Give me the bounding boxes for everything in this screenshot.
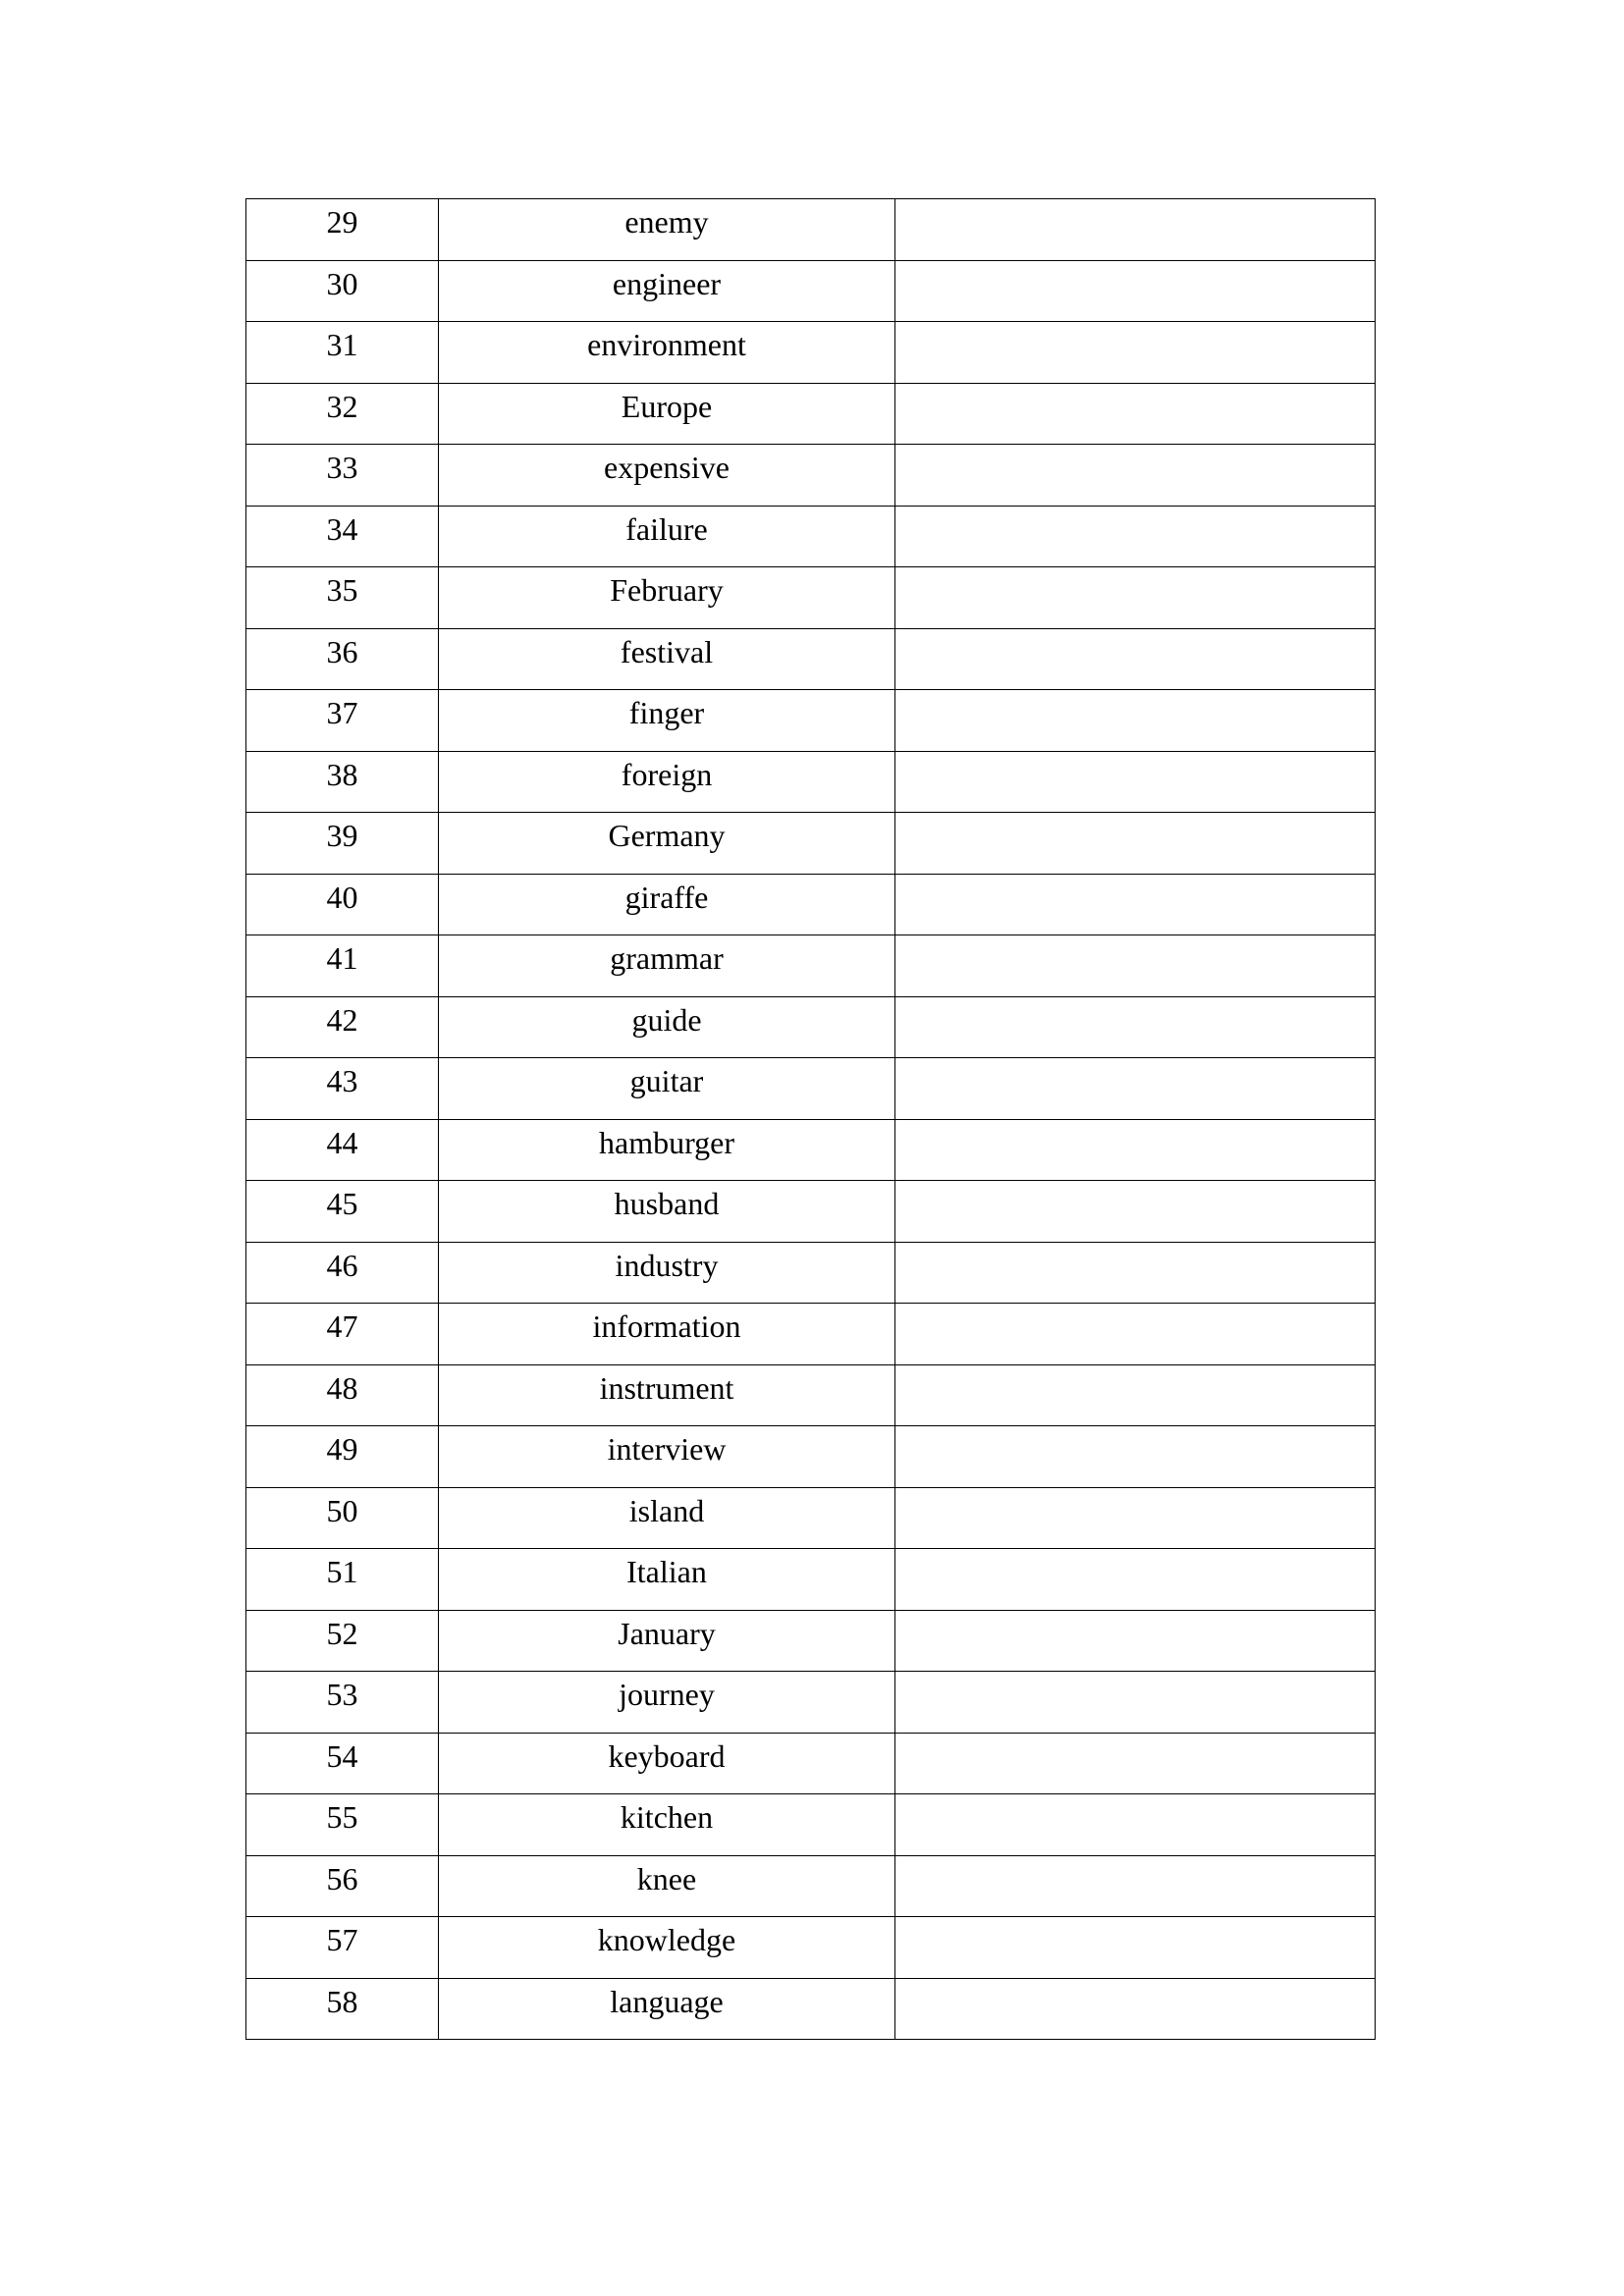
answer-cell[interactable] (895, 1487, 1376, 1549)
table-row (246, 1426, 1376, 1488)
table-row (246, 445, 1376, 507)
word-text: Europe (621, 388, 713, 424)
answer-text (895, 1979, 1375, 1986)
table-row (246, 199, 1376, 261)
answer-text (895, 1120, 1375, 1127)
word-text: kitchen (620, 1799, 714, 1835)
answer-cell[interactable] (895, 1917, 1376, 1979)
answer-text (895, 875, 1375, 881)
word-cell (439, 1672, 895, 1734)
table-row (246, 383, 1376, 445)
answer-text (895, 199, 1375, 206)
row-number: 36 (326, 633, 358, 669)
table-row (246, 1794, 1376, 1856)
word-text: keyboard (608, 1737, 726, 1774)
answer-text (895, 1304, 1375, 1310)
row-number-cell (246, 813, 439, 875)
answer-cell[interactable] (895, 1672, 1376, 1734)
row-number: 42 (326, 1001, 358, 1038)
answer-text (895, 690, 1375, 697)
row-number: 30 (326, 265, 358, 301)
answer-cell[interactable] (895, 690, 1376, 752)
word-text: guitar (629, 1063, 704, 1098)
row-number: 48 (326, 1369, 358, 1406)
word-text: environment (587, 327, 746, 362)
table-row (246, 1610, 1376, 1672)
word-cell (439, 1855, 895, 1917)
word-text: industry (615, 1247, 719, 1283)
answer-cell[interactable] (895, 1978, 1376, 2040)
table-row (246, 260, 1376, 322)
word-text: knee (636, 1860, 697, 1896)
word-text: February (610, 572, 724, 608)
answer-cell[interactable] (895, 322, 1376, 384)
word-text: hamburger (598, 1124, 735, 1160)
word-text: husband (614, 1186, 720, 1221)
answer-text (895, 567, 1375, 574)
row-number: 57 (326, 1922, 358, 1957)
answer-cell[interactable] (895, 628, 1376, 690)
table-row (246, 690, 1376, 752)
answer-text (895, 1794, 1375, 1801)
answer-cell[interactable] (895, 567, 1376, 629)
answer-cell[interactable] (895, 1610, 1376, 1672)
row-number-cell (246, 322, 439, 384)
word-cell (439, 1917, 895, 1979)
row-number: 43 (326, 1063, 358, 1098)
row-number: 29 (326, 204, 358, 240)
row-number-cell (246, 996, 439, 1058)
row-number-cell (246, 751, 439, 813)
table-row (246, 1181, 1376, 1243)
row-number: 46 (326, 1247, 358, 1283)
answer-cell[interactable] (895, 1181, 1376, 1243)
answer-cell[interactable] (895, 1058, 1376, 1120)
answer-cell[interactable] (895, 1733, 1376, 1794)
row-number-cell (246, 1487, 439, 1549)
answer-cell[interactable] (895, 935, 1376, 997)
answer-cell[interactable] (895, 1855, 1376, 1917)
row-number-cell (246, 1242, 439, 1304)
table-row (246, 1917, 1376, 1979)
word-text: knowledge (597, 1922, 736, 1957)
word-text: expensive (604, 450, 730, 485)
answer-cell[interactable] (895, 1364, 1376, 1426)
word-text: grammar (610, 940, 724, 976)
row-number-cell (246, 1058, 439, 1120)
answer-text (895, 813, 1375, 820)
row-number-cell (246, 260, 439, 322)
answer-text (895, 507, 1375, 513)
word-text: Italian (626, 1554, 707, 1589)
row-number: 44 (326, 1124, 358, 1160)
word-cell (439, 935, 895, 997)
word-text: journey (619, 1677, 715, 1712)
word-cell (439, 874, 895, 935)
answer-text (895, 1181, 1375, 1188)
word-text: enemy (624, 204, 709, 240)
table-row (246, 996, 1376, 1058)
answer-cell[interactable] (895, 506, 1376, 567)
table-row (246, 751, 1376, 813)
table-row (246, 1978, 1376, 2040)
word-text: foreign (621, 756, 713, 792)
answer-cell[interactable] (895, 1304, 1376, 1365)
answer-cell[interactable] (895, 1549, 1376, 1611)
word-text: interview (607, 1431, 727, 1467)
row-number: 49 (326, 1431, 358, 1467)
row-number: 37 (326, 695, 358, 730)
answer-cell[interactable] (895, 874, 1376, 935)
row-number-cell (246, 567, 439, 629)
row-number-cell (246, 199, 439, 261)
row-number: 47 (326, 1308, 358, 1344)
vocabulary-table (245, 198, 1376, 2040)
answer-text (895, 1243, 1375, 1250)
row-number: 41 (326, 940, 358, 976)
answer-text (895, 445, 1375, 452)
row-number: 34 (326, 510, 358, 547)
answer-text (895, 1488, 1375, 1495)
word-text: language (610, 1983, 724, 2019)
answer-cell[interactable] (895, 199, 1376, 261)
row-number: 32 (326, 388, 358, 424)
word-cell (439, 322, 895, 384)
row-number-cell (246, 1794, 439, 1856)
table-row (246, 874, 1376, 935)
table-row (246, 813, 1376, 875)
word-text: information (592, 1308, 741, 1344)
answer-text (895, 261, 1375, 268)
row-number: 50 (326, 1492, 358, 1528)
row-number-cell (246, 1610, 439, 1672)
table-row (246, 506, 1376, 567)
answer-text (895, 1856, 1375, 1863)
word-text: guide (631, 1001, 702, 1038)
table-row (246, 1733, 1376, 1794)
word-text: engineer (612, 265, 722, 301)
row-number: 39 (326, 818, 358, 853)
word-cell (439, 1058, 895, 1120)
word-text: January (618, 1615, 716, 1651)
answer-text (895, 1058, 1375, 1065)
answer-cell[interactable] (895, 1119, 1376, 1181)
word-cell (439, 383, 895, 445)
row-number-cell (246, 1426, 439, 1488)
word-cell (439, 1364, 895, 1426)
table-row (246, 935, 1376, 997)
answer-cell[interactable] (895, 996, 1376, 1058)
row-number: 35 (326, 572, 358, 608)
word-cell (439, 1733, 895, 1794)
answer-cell[interactable] (895, 260, 1376, 322)
word-cell (439, 1794, 895, 1856)
row-number-cell (246, 1549, 439, 1611)
answer-text (895, 1365, 1375, 1372)
row-number-cell (246, 690, 439, 752)
table-row (246, 1549, 1376, 1611)
answer-text (895, 1426, 1375, 1433)
word-cell (439, 506, 895, 567)
word-cell (439, 1426, 895, 1488)
row-number-cell (246, 1364, 439, 1426)
answer-text (895, 1549, 1375, 1556)
word-text: finger (628, 695, 705, 730)
word-text: failure (625, 510, 708, 547)
row-number-cell (246, 1733, 439, 1794)
row-number-cell (246, 1978, 439, 2040)
word-cell (439, 567, 895, 629)
table-row (246, 1364, 1376, 1426)
row-number: 54 (326, 1737, 358, 1774)
table-row (246, 1119, 1376, 1181)
word-cell (439, 1119, 895, 1181)
word-text: instrument (599, 1369, 734, 1406)
answer-text (895, 1734, 1375, 1740)
word-text: Germany (608, 818, 726, 853)
answer-text (895, 384, 1375, 391)
table-row (246, 1487, 1376, 1549)
word-cell (439, 1181, 895, 1243)
row-number-cell (246, 445, 439, 507)
row-number-cell (246, 874, 439, 935)
row-number-cell (246, 383, 439, 445)
table-row (246, 1058, 1376, 1120)
word-text: giraffe (624, 879, 709, 915)
answer-text (895, 629, 1375, 636)
answer-text (895, 1917, 1375, 1924)
row-number-cell (246, 506, 439, 567)
row-number: 55 (326, 1799, 358, 1835)
word-cell (439, 628, 895, 690)
answer-cell[interactable] (895, 445, 1376, 507)
answer-cell[interactable] (895, 1426, 1376, 1488)
table-row (246, 1242, 1376, 1304)
row-number: 51 (326, 1554, 358, 1589)
answer-text (895, 752, 1375, 759)
word-cell (439, 199, 895, 261)
word-cell (439, 1304, 895, 1365)
row-number-cell (246, 935, 439, 997)
row-number: 53 (326, 1677, 358, 1712)
word-cell (439, 813, 895, 875)
table-row (246, 1855, 1376, 1917)
word-cell (439, 1242, 895, 1304)
row-number: 52 (326, 1615, 358, 1651)
table-row (246, 1672, 1376, 1734)
answer-cell[interactable] (895, 1794, 1376, 1856)
word-cell (439, 1610, 895, 1672)
word-text: festival (620, 633, 714, 669)
word-cell (439, 260, 895, 322)
word-cell (439, 690, 895, 752)
table-row (246, 628, 1376, 690)
row-number: 33 (326, 450, 358, 485)
answer-cell[interactable] (895, 813, 1376, 875)
row-number: 31 (326, 327, 358, 362)
row-number-cell (246, 1917, 439, 1979)
table-row (246, 322, 1376, 384)
word-cell (439, 996, 895, 1058)
answer-cell[interactable] (895, 751, 1376, 813)
answer-text (895, 935, 1375, 942)
answer-text (895, 1672, 1375, 1679)
word-cell (439, 1549, 895, 1611)
vocabulary-table-body (246, 199, 1376, 2040)
row-number-cell (246, 1304, 439, 1365)
row-number-cell (246, 1855, 439, 1917)
row-number: 56 (326, 1860, 358, 1896)
table-row (246, 567, 1376, 629)
row-number: 58 (326, 1983, 358, 2019)
word-cell (439, 445, 895, 507)
answer-text (895, 1611, 1375, 1618)
row-number-cell (246, 1181, 439, 1243)
word-text: island (628, 1492, 705, 1528)
row-number-cell (246, 1672, 439, 1734)
word-cell (439, 751, 895, 813)
row-number-cell (246, 628, 439, 690)
table-row (246, 1304, 1376, 1365)
answer-text (895, 322, 1375, 329)
row-number: 38 (326, 756, 358, 792)
row-number: 45 (326, 1186, 358, 1221)
word-cell (439, 1978, 895, 2040)
answer-cell[interactable] (895, 383, 1376, 445)
answer-text (895, 997, 1375, 1004)
row-number-cell (246, 1119, 439, 1181)
answer-cell[interactable] (895, 1242, 1376, 1304)
row-number: 40 (326, 879, 358, 915)
word-cell (439, 1487, 895, 1549)
